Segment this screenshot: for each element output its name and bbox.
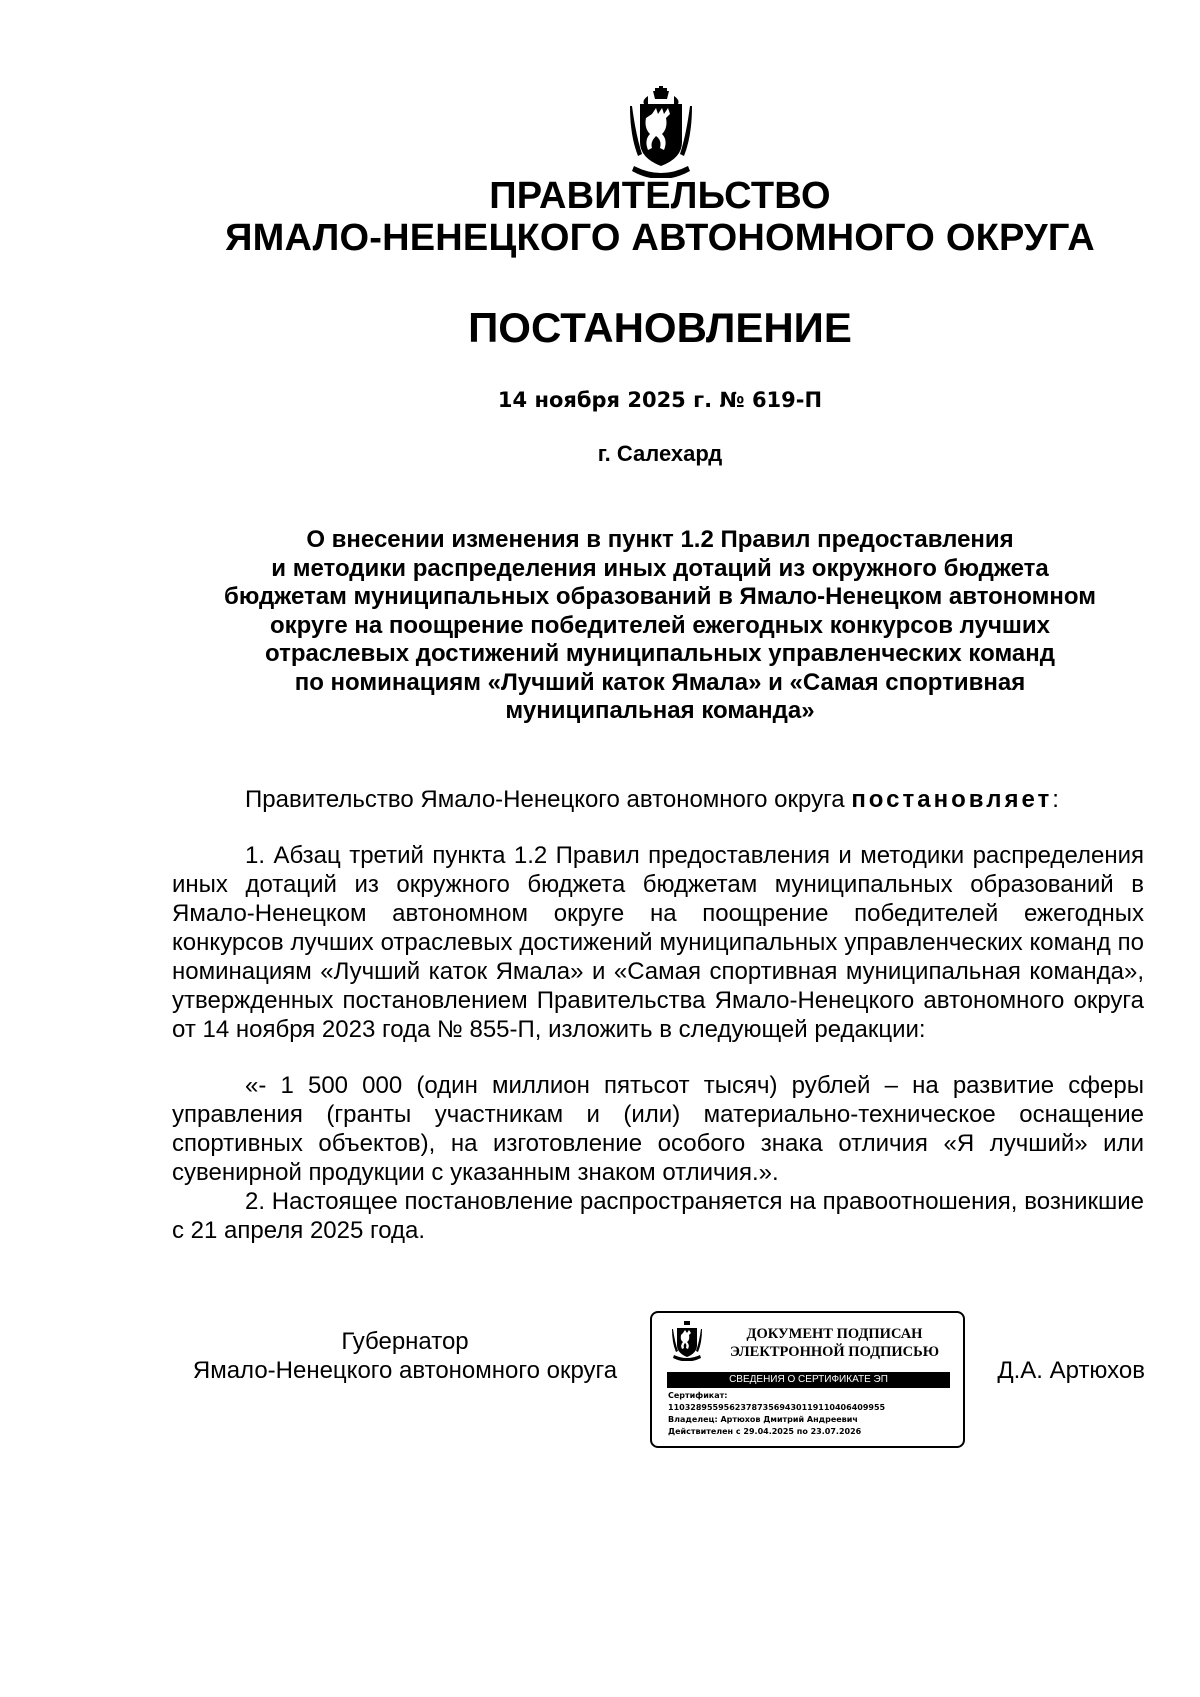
resolution-intro [172, 785, 1144, 814]
certificate-owner: Владелец: Артюхов Дмитрий Андреевич [668, 1415, 858, 1424]
certificate-validity: Действителен с 29.04.2025 по 23.07.2026 [668, 1427, 862, 1436]
intro-text: Правительство Ямало-Ненецкого автономного округа [245, 786, 852, 813]
electronic-signature-stamp [650, 1311, 965, 1448]
certificate-number: 110328955956237873569430119110406409955 [668, 1403, 886, 1412]
title-line: округе на поощрение победителей ежегодных конкурсов лучших [270, 611, 1050, 639]
coat-of-arms-small-icon [672, 1321, 702, 1361]
title-line: бюджетам муниципальных образований в Ямало-Ненецком автономном [224, 583, 1096, 610]
signatory-title [172, 1327, 638, 1385]
title-line: и методики распределения иных дотаций из окружного бюджета [271, 554, 1049, 582]
date-and-number: 14 ноября 2025 г. № 619-П [497, 388, 823, 412]
certificate-label: Сертификат: [668, 1391, 728, 1400]
document-type: ПОСТАНОВЛЕНИЕ [468, 304, 852, 351]
government-name-line2: ЯМАЛО-НЕНЕЦКОГО АВТОНОМНОГО ОКРУГА [225, 217, 1095, 259]
stamp-heading-line2: ЭЛЕКТРОННОЙ ПОДПИСЬЮ [729, 1344, 940, 1360]
government-name-line1: ПРАВИТЕЛЬСТВО [489, 175, 831, 217]
paragraph-1: 1. Абзац третий пункта 1.2 Правил предоставления и методики распределения иных дотаций из окружного бюджета бюджетам муниципальных образований в Ямало-Ненецком автономном округе на поощрение победителей ежегодных конкурсов лучших отраслевых достижений муниципальных управленческих команд по номинациям «Лучший каток Ямала» и «Самая спортивная муниципальная команда», утвержденных постановлением Правительства Ямало-Ненецкого автономного округа от 14 ноября 2023 года № 855-П, изложить в следующей редакции: [172, 842, 1144, 1043]
intro-end: : [1052, 786, 1059, 813]
title-line: О внесении изменения в пункт 1.2 Правил предоставления [306, 526, 1014, 553]
title-line: муниципальная команда» [505, 697, 815, 724]
signatory-title-line1: Губернатор [341, 1328, 469, 1355]
document-title [160, 526, 1160, 726]
city: г. Салехард [597, 441, 723, 466]
signatory-title-line2: Ямало-Ненецкого автономного округа [192, 1357, 618, 1384]
stamp-heading [722, 1325, 947, 1361]
stamp-heading-line1: ДОКУМЕНТ ПОДПИСАН [746, 1326, 923, 1342]
title-line: по номинациям «Лучший каток Ямала» и «Самая спортивная [294, 668, 1026, 696]
coat-of-arms-icon [628, 86, 694, 178]
title-line: отраслевых достижений муниципальных управленческих команд [265, 640, 1055, 667]
paragraph-2: 2. Настоящее постановление распространяется на правоотношения, возникшие с 21 апреля 2025 года. [172, 1188, 1144, 1244]
signatory-name: Д.А. Артюхов [997, 1357, 1145, 1384]
certificate-info-bar: СВЕДЕНИЯ О СЕРТИФИКАТЕ ЭП [667, 1372, 950, 1388]
intro-verb: постановляет [851, 786, 1053, 813]
paragraph-quote: «- 1 500 000 (один миллион пятьсот тысяч) рублей – на развитие сферы управления (гранты участникам и (или) материально-техническое оснащение спортивных объектов), на изготовление особого знака отличия «Я лучший» или сувенирной продукции с указанным знаком отличия.». [172, 1072, 1144, 1186]
